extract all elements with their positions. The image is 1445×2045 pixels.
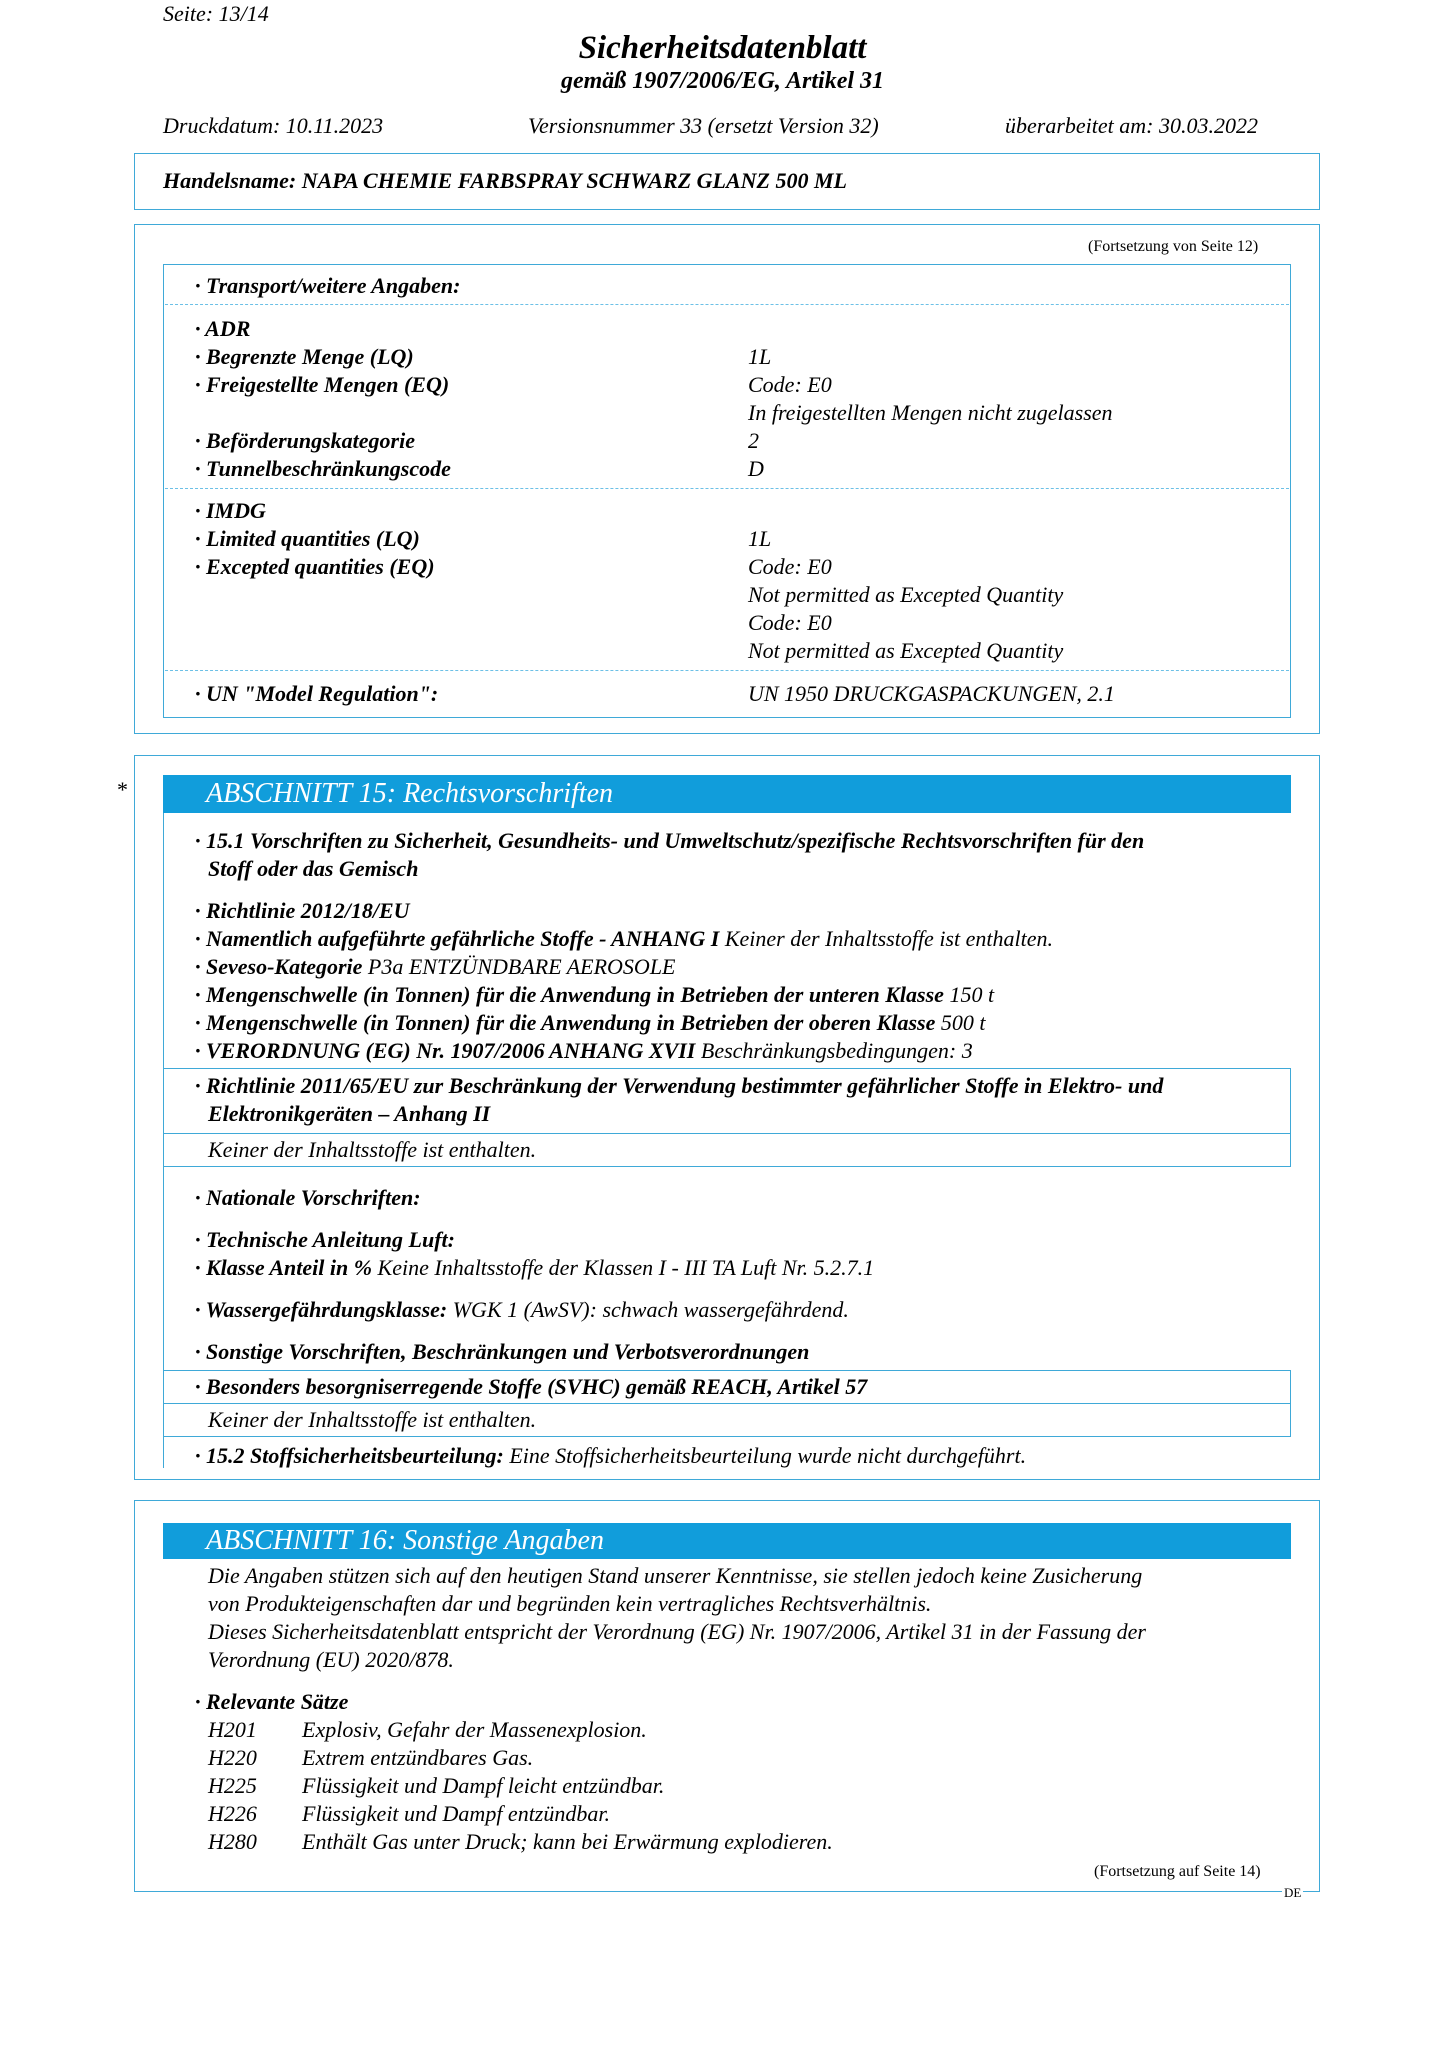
imdg-eq-value-2: Not permitted as Excepted Quantity (748, 582, 1064, 607)
namentlich-row (195, 925, 1053, 953)
verordnung-row (195, 1037, 973, 1065)
adr-category-value: 2 (748, 428, 759, 453)
imdg-eq-value-3: Code: E0 (748, 610, 832, 635)
section16-p1-line1: Die Angaben stützen sich auf den heutigen Stand unserer Kenntnisse, sie stellen jedoch keine Zusicherung (208, 1563, 1143, 1588)
page-number: Seite: 13/14 (163, 1, 269, 26)
h-code: H280 (208, 1829, 257, 1854)
adr-eq-value-2: In freigestellten Mengen nicht zugelassen (748, 400, 1113, 425)
un-model-value: UN 1950 DRUCKGASPACKUNGEN, 2.1 (748, 681, 1115, 706)
revision-date: überarbeitet am: 30.03.2022 (1005, 113, 1258, 138)
svhc-label: · Besonders besorgniserregende Stoffe (SVHC) gemäß REACH, Artikel 57 (195, 1374, 868, 1399)
mengen-unten-row (195, 981, 994, 1009)
document-title: Sicherheitsdatenblatt (578, 30, 867, 66)
trade-name: Handelsname: NAPA CHEMIE FARBSPRAY SCHWARZ GLANZ 500 ML (163, 168, 847, 193)
mengen-oben-value: 500 t (935, 1010, 986, 1035)
continued-from: (Fortsetzung von Seite 12) (1088, 238, 1259, 255)
imdg-label: · IMDG (195, 498, 266, 523)
klasse-label: · Klasse Anteil in % (195, 1255, 373, 1280)
continued-on: (Fortsetzung auf Seite 14) (1094, 1863, 1261, 1880)
divider (165, 670, 1289, 671)
divider (165, 488, 1289, 489)
h-text: Flüssigkeit und Dampf entzündbar. (302, 1801, 610, 1826)
rohs-value: Keiner der Inhaltsstoffe ist enthalten. (208, 1137, 537, 1162)
transport-heading: · Transport/weitere Angaben: (195, 273, 461, 298)
adr-tunnel-value: D (748, 456, 764, 481)
h-text: Explosiv, Gefahr der Massenexplosion. (302, 1717, 647, 1742)
adr-eq-value-1: Code: E0 (748, 372, 832, 397)
adr-tunnel-label: · Tunnelbeschränkungscode (195, 456, 451, 481)
h-text: Extrem entzündbares Gas. (302, 1745, 534, 1770)
h-text: Flüssigkeit und Dampf leicht entzündbar. (302, 1773, 665, 1798)
wgk-label: · Wassergefährdungsklasse: (195, 1297, 448, 1322)
richtlinie-2012: · Richtlinie 2012/18/EU (195, 898, 410, 923)
klasse-row (195, 1254, 874, 1282)
section16-title: ABSCHNITT 16: Sonstige Angaben (163, 1523, 1291, 1559)
seveso-value: P3a ENTZÜNDBARE AEROSOLE (362, 954, 676, 979)
imdg-lq-value: 1L (748, 526, 772, 551)
transport-inner-box (163, 264, 1291, 718)
h-code: H220 (208, 1745, 257, 1770)
seveso-row (195, 953, 676, 981)
adr-category-label: · Beförderungskategorie (195, 428, 415, 453)
seveso-label: · Seveso-Kategorie (195, 954, 363, 979)
section16-p2-line2: Verordnung (EU) 2020/878. (208, 1647, 454, 1672)
un-model-label: · UN "Model Regulation": (195, 681, 439, 706)
ta-luft: · Technische Anleitung Luft: (195, 1227, 455, 1252)
adr-label: · ADR (195, 316, 251, 341)
namentlich-value: Keiner der Inhaltsstoffe ist enthalten. (719, 926, 1053, 951)
verordnung-value: Beschränkungsbedingungen: 3 (695, 1038, 973, 1063)
print-date: Druckdatum: 10.11.2023 (163, 113, 384, 138)
imdg-eq-value-1: Code: E0 (748, 554, 832, 579)
section15-2-value: Eine Stoffsicherheitsbeurteilung wurde nicht durchgeführt. (503, 1443, 1027, 1468)
change-marker: * (117, 777, 128, 802)
rohs-line2: Elektronikgeräten – Anhang II (208, 1101, 491, 1126)
section15-1-line1: · 15.1 Vorschriften zu Sicherheit, Gesundheits- und Umweltschutz/spezifische Rechtsvorschriften für den (195, 828, 1145, 853)
document-subtitle: gemäß 1907/2006/EG, Artikel 31 (560, 68, 885, 94)
h-text: Enthält Gas unter Druck; kann bei Erwärmung explodieren. (302, 1829, 833, 1854)
rohs-line1: · Richtlinie 2011/65/EU zur Beschränkung der Verwendung bestimmter gefährlicher Stoffe in Elektro- und (195, 1073, 1164, 1098)
section16-p1-line2: von Produkteigenschaften dar und begründen kein vertragliches Rechtsverhältnis. (208, 1591, 932, 1616)
mengen-unten-value: 150 t (943, 982, 995, 1007)
adr-eq-label: · Freigestellte Mengen (EQ) (195, 372, 450, 397)
adr-lq-value: 1L (748, 344, 772, 369)
namentlich-label: · Namentlich aufgeführte gefährliche Stoffe - ANHANG I (195, 926, 720, 951)
mengen-oben-label: · Mengenschwelle (in Tonnen) für die Anwendung in Betrieben der oberen Klasse (195, 1010, 936, 1035)
wgk-value: WGK 1 (AwSV): schwach wassergefährdend. (447, 1297, 849, 1322)
section16-p2-line1: Dieses Sicherheitsdatenblatt entspricht der Verordnung (EG) Nr. 1907/2006, Artikel 31 in der Fassung der (208, 1619, 1146, 1644)
wgk-row (195, 1296, 849, 1324)
imdg-lq-label: · Limited quantities (LQ) (195, 526, 420, 551)
relevante-saetze: · Relevante Sätze (195, 1689, 349, 1714)
adr-lq-label: · Begrenzte Menge (LQ) (195, 344, 414, 369)
version-number: Versionsnummer 33 (ersetzt Version 32) (528, 113, 879, 138)
imdg-eq-value-4: Not permitted as Excepted Quantity (748, 638, 1064, 663)
h-code: H201 (208, 1717, 257, 1742)
section15-1-line2: Stoff oder das Gemisch (208, 856, 419, 881)
verordnung-label: · VERORDNUNG (EG) Nr. 1907/2006 ANHANG XVII (195, 1038, 696, 1063)
language-code: DE (1284, 1885, 1302, 1900)
section15-title: ABSCHNITT 15: Rechtsvorschriften (163, 775, 1291, 813)
h-code: H225 (208, 1773, 257, 1798)
sonstige-vorschriften: · Sonstige Vorschriften, Beschränkungen und Verbotsverordnungen (195, 1339, 810, 1364)
section15-2-row (195, 1442, 1026, 1470)
mengen-unten-label: · Mengenschwelle (in Tonnen) für die Anwendung in Betrieben der unteren Klasse (195, 982, 944, 1007)
divider (165, 304, 1289, 305)
section15-2-label: · 15.2 Stoffsicherheitsbeurteilung: (195, 1443, 504, 1468)
svhc-value: Keiner der Inhaltsstoffe ist enthalten. (208, 1407, 537, 1432)
h-code: H226 (208, 1801, 257, 1826)
mengen-oben-row (195, 1009, 985, 1037)
nationale-vorschriften: · Nationale Vorschriften: (195, 1185, 421, 1210)
imdg-eq-label: · Excepted quantities (EQ) (195, 554, 435, 579)
klasse-value: Keine Inhaltsstoffe der Klassen I - III TA Luft Nr. 5.2.7.1 (372, 1255, 875, 1280)
